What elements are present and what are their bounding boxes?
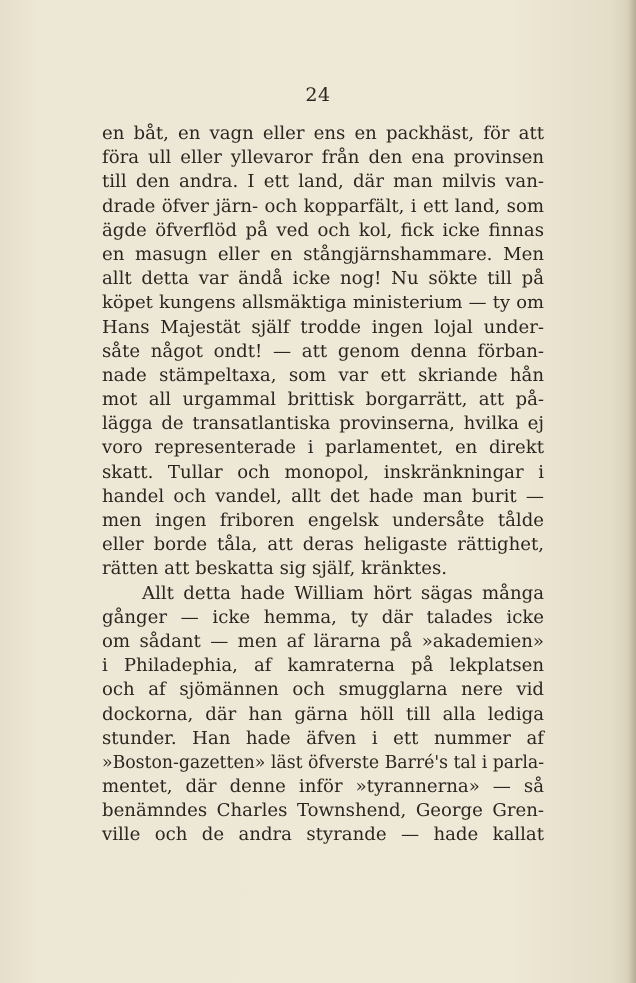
text-line: stunder. Han hade äfven i ett nummer af [102, 727, 544, 749]
text-line: ville och de andra styrande — hade kallat [102, 824, 544, 846]
text-line: Allt detta hade William hört sägas många [142, 582, 544, 604]
text-line: och af sjömännen och smugglarna nere vid [102, 679, 544, 701]
text-line: allt detta var ändå icke nog! Nu sökte till på [102, 268, 544, 290]
text-line: handel och vandel, allt det hade man burit — [102, 485, 544, 507]
text-line: lägga de transatlantiska provinserna, hvilka ej [102, 413, 544, 435]
text-line: om sådant — men af lärarna på »akademien» [102, 630, 544, 652]
text-line: men ingen friboren engelsk undersåte tålde [102, 510, 544, 531]
text-line: föra ull eller yllevaror från den ena provinsen [102, 147, 544, 169]
text-line: en masugn eller en stångjärnshammare. Men [102, 243, 544, 265]
page-number: 24 [305, 84, 331, 106]
text-line: »Boston-gazetten» läst öfverste Barré's tal i parla- [102, 752, 545, 773]
body-text [102, 122, 544, 848]
text-line: voro representerade i parlamentet, en direkt [102, 437, 544, 459]
text-line: köpet kungens allsmäktiga ministerium — ty om [102, 292, 544, 314]
text-line: benämndes Charles Townshend, George Gren- [102, 800, 544, 822]
text-line: såte något ondt! — att genom denna förban- [102, 340, 544, 362]
text-line: mentet, där denne inför »tyrannerna» — så [102, 776, 544, 798]
text-line: rätten att beskatta sig själf, kränktes. [102, 558, 448, 580]
text-line: i Philadephia, af kamraterna på lekplatsen [102, 655, 544, 677]
text-line: nade stämpeltaxa, som var ett skriande hån [102, 364, 544, 386]
text-line: en båt, en vagn eller ens en packhäst, för att [102, 123, 544, 144]
text-line: ägde öfverflöd på ved och kol, fick icke finnas [102, 219, 544, 241]
text-line: mot all urgammal brittisk borgarrätt, att på- [102, 389, 544, 411]
text-line: dockorna, där han gärna höll till alla lediga [102, 703, 544, 725]
text-line: skatt. Tullar och monopol, inskränkningar i [102, 461, 544, 483]
text-line: drade öfver järn- och kopparfält, i ett land, som [102, 195, 544, 217]
text-line: Hans Majestät själf trodde ingen lojal under- [102, 316, 544, 338]
text-line: gånger — icke hemma, ty där talades icke [102, 606, 544, 628]
text-line: eller borde tåla, att deras heligaste rättighet, [102, 534, 544, 556]
text-line: till den andra. I ett land, där man milvis van- [102, 171, 544, 193]
page-edge-shadow [628, 0, 636, 983]
